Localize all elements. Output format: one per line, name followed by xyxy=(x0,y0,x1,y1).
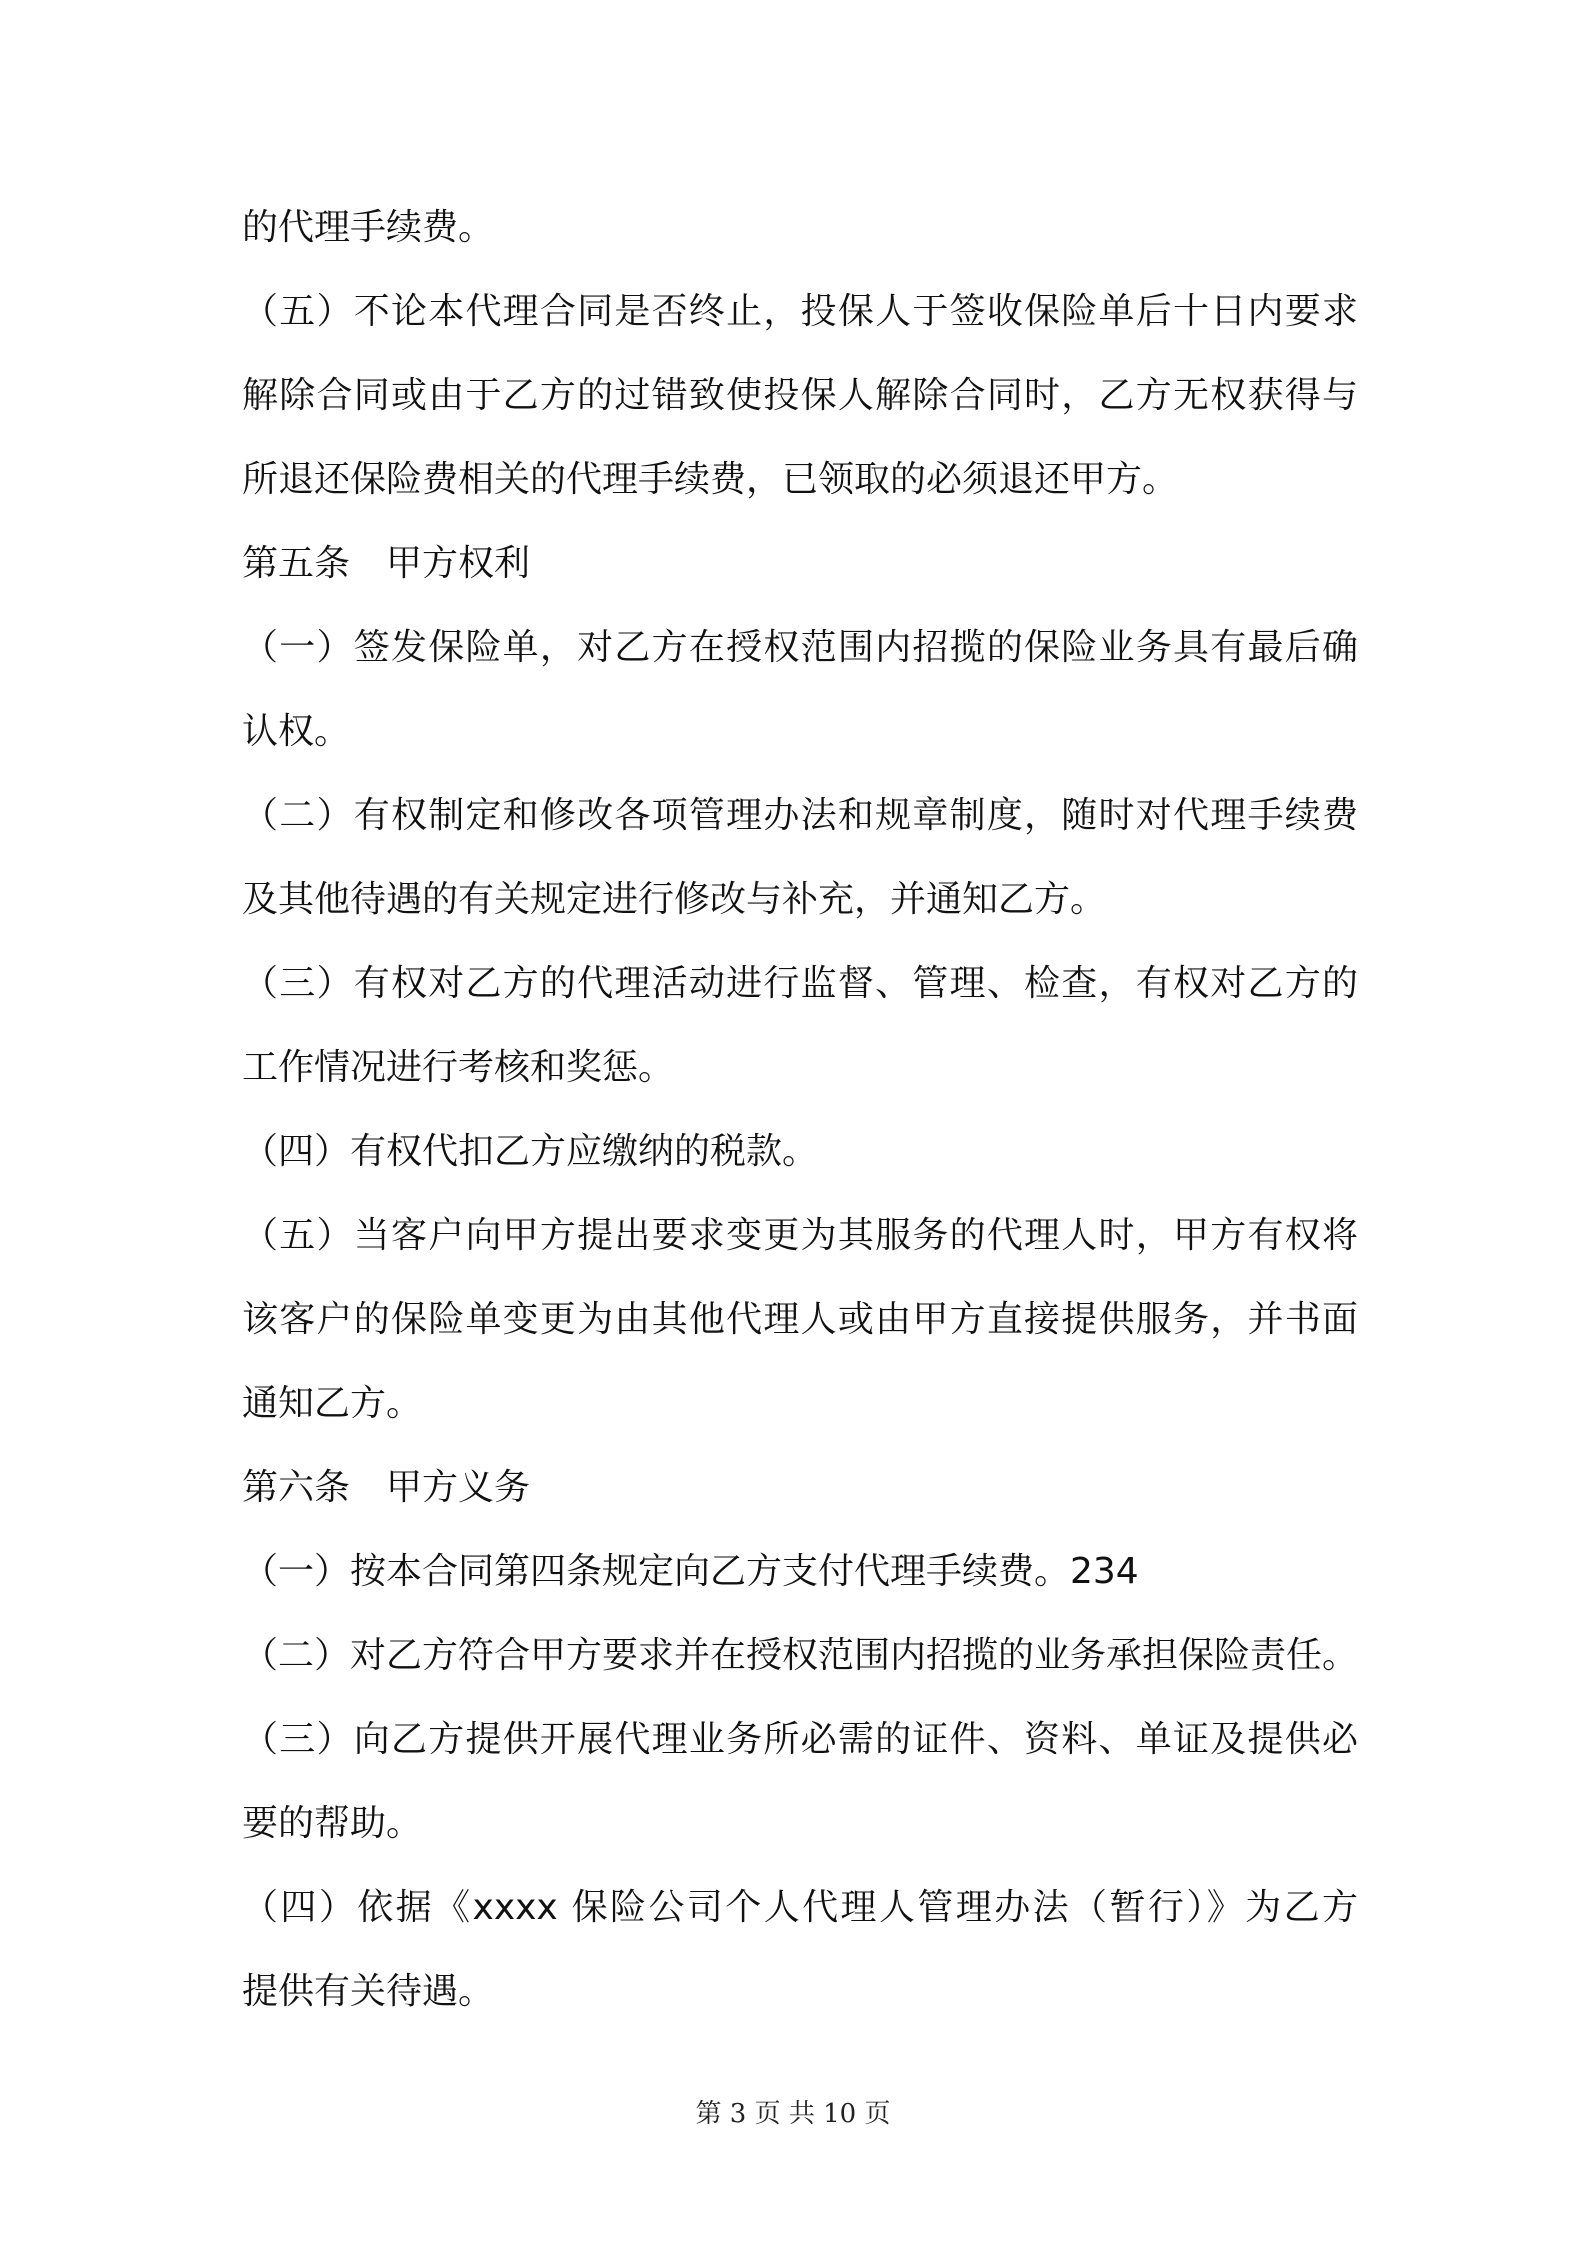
text-line: （一）按本合同第四条规定向乙方支付代理手续费。234 xyxy=(242,1551,1139,1592)
text-line: （五）当客户向甲方提出要求变更为其服务的代理人时，甲方有权将 xyxy=(242,1215,1358,1256)
text-line: （一）签发保险单，对乙方在授权范围内招揽的保险业务具有最后确 xyxy=(242,627,1358,668)
text-line: （四）依据《xxxx 保险公司个人代理人管理办法（暂行）》为乙方 xyxy=(242,1887,1358,1928)
text-line: （三）有权对乙方的代理活动进行监督、管理、检查，有权对乙方的 xyxy=(242,963,1358,1004)
paragraph xyxy=(242,1194,1358,1446)
text-line: 工作情况进行考核和奖惩。 xyxy=(242,1047,675,1088)
paragraph xyxy=(242,1698,1358,1866)
text-line: 所退还保险费相关的代理手续费，已领取的必须退还甲方。 xyxy=(242,459,1179,500)
section-heading xyxy=(242,1446,1358,1530)
paragraph xyxy=(242,1866,1358,2034)
text-line: （二）对乙方符合甲方要求并在授权范围内招揽的业务承担保险责任。 xyxy=(242,1635,1359,1676)
paragraph xyxy=(242,1530,1358,1614)
paragraph xyxy=(242,186,1358,270)
paragraph xyxy=(242,774,1358,942)
section-heading-text: 第六条 甲方义务 xyxy=(242,1467,531,1508)
text-line: 通知乙方。 xyxy=(242,1383,423,1424)
paragraph xyxy=(242,1614,1358,1698)
paragraph xyxy=(242,606,1358,774)
section-heading-text: 第五条 甲方权利 xyxy=(242,543,531,584)
text-line: （五）不论本代理合同是否终止，投保人于签收保险单后十日内要求 xyxy=(242,291,1358,332)
paragraph xyxy=(242,270,1358,522)
text-line: （三）向乙方提供开展代理业务所必需的证件、资料、单证及提供必 xyxy=(242,1719,1358,1760)
text-line: （二）有权制定和修改各项管理办法和规章制度，随时对代理手续费 xyxy=(242,795,1358,836)
page-number-footer: 第 3 页 共 10 页 xyxy=(695,2099,891,2129)
text-line: （四）有权代扣乙方应缴纳的税款。 xyxy=(242,1131,819,1172)
text-line: 的代理手续费。 xyxy=(242,207,495,248)
paragraph xyxy=(242,942,1358,1110)
text-line: 认权。 xyxy=(242,711,351,752)
paragraph xyxy=(242,1110,1358,1194)
text-line: 及其他待遇的有关规定进行修改与补充，并通知乙方。 xyxy=(242,879,1107,920)
text-line: 提供有关待遇。 xyxy=(242,1971,495,2012)
text-line: 要的帮助。 xyxy=(242,1803,423,1844)
text-line: 该客户的保险单变更为由其他代理人或由甲方直接提供服务，并书面 xyxy=(242,1299,1358,1340)
section-heading xyxy=(242,522,1358,606)
text-line: 解除合同或由于乙方的过错致使投保人解除合同时，乙方无权获得与 xyxy=(242,375,1358,416)
document-body xyxy=(242,186,1358,2034)
